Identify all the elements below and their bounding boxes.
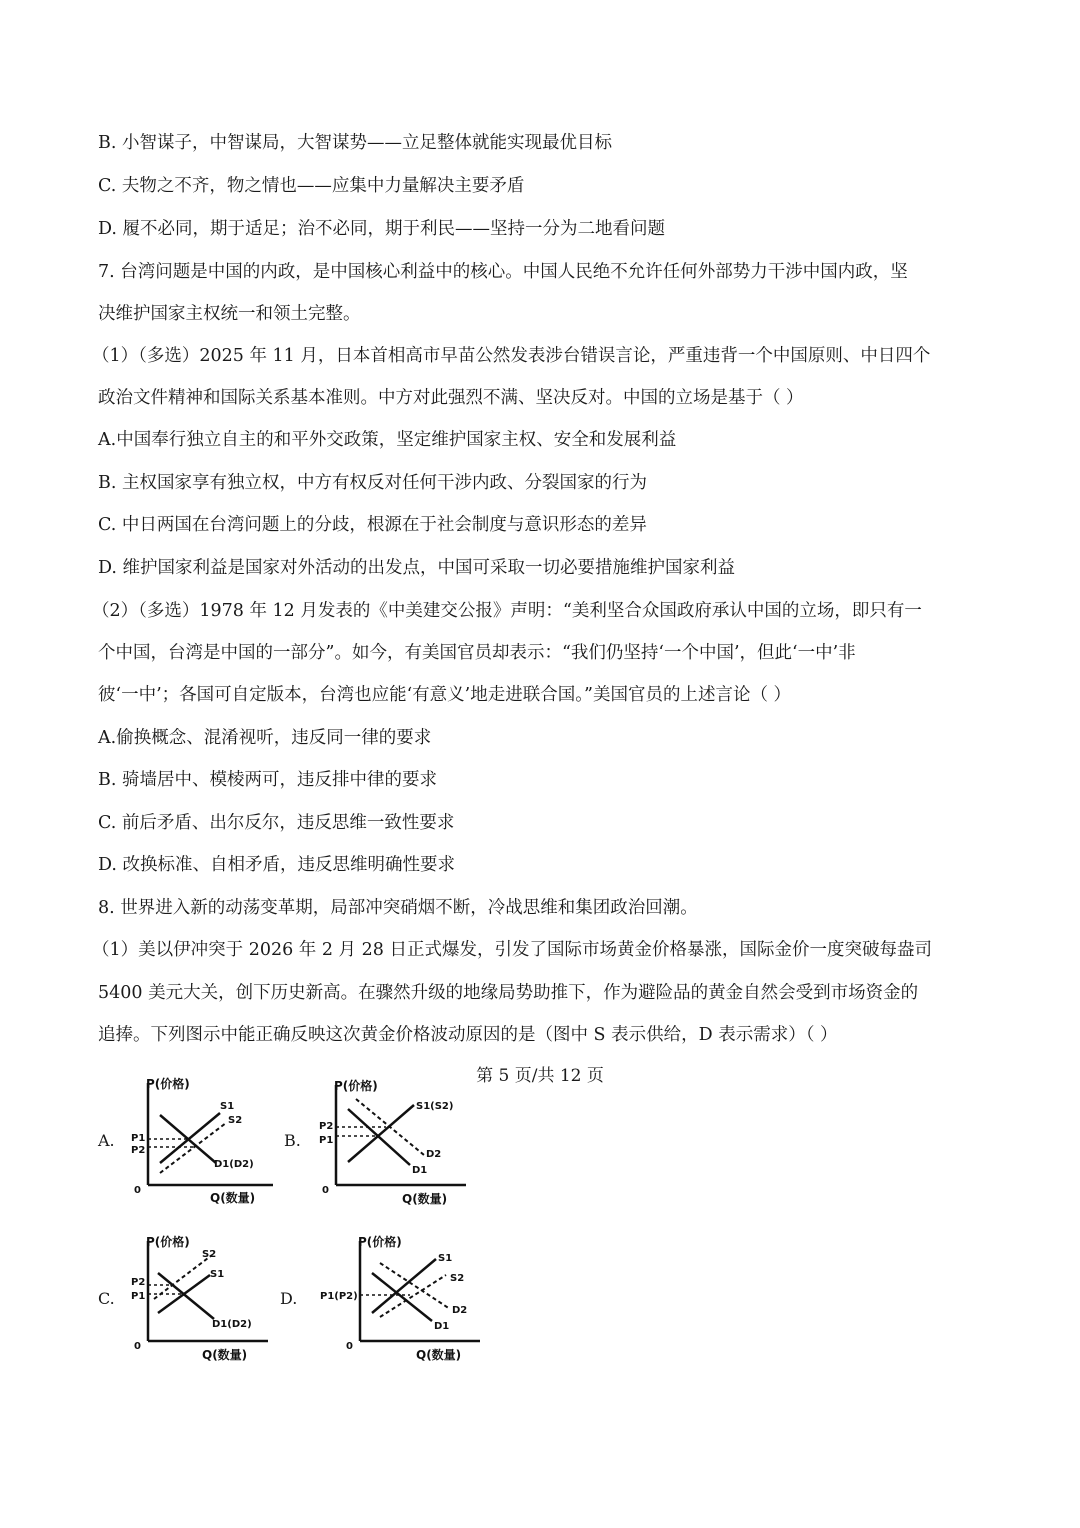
- graph-b-origin: 0: [322, 1185, 329, 1196]
- graph-a-d: D1(D2): [214, 1159, 254, 1170]
- graph-c-x-axis-label: Q(数量): [202, 1348, 248, 1362]
- q8-stem: 8. 世界进入新的动荡变革期，局部冲突硝烟不断，冷战思维和集团政治回潮。: [98, 898, 698, 918]
- graph-d-svg: [320, 1233, 485, 1363]
- graph-c-origin: 0: [134, 1341, 141, 1352]
- q7-part1-option-c: C. 中日两国在台湾问题上的分歧，根源在于社会制度与意识形态的差异: [98, 515, 647, 535]
- graph-d-s1: S1: [438, 1253, 453, 1264]
- graph-a-p2: P2: [131, 1145, 146, 1156]
- graph-a-label: A.: [98, 1131, 115, 1150]
- q7-stem-line1: 7. 台湾问题是中国的内政，是中国核心利益中的核心。中国人民绝不允许任何外部势力干涉中国内政，坚: [98, 262, 908, 282]
- graph-b: [316, 1077, 476, 1211]
- graph-b-s: S1(S2): [416, 1101, 454, 1112]
- graph-c-svg: [128, 1233, 278, 1363]
- graph-d-d1: D1: [434, 1321, 450, 1332]
- graph-a: [128, 1075, 278, 1209]
- graph-a-origin: 0: [134, 1185, 141, 1196]
- q7-part1-option-d: D. 维护国家利益是国家对外活动的出发点，中国可采取一切必要措施维护国家利益: [98, 558, 736, 578]
- q7-part2-line3: 彼‘一中’；各国可自定版本，台湾也应能‘有意义’地走进联合国。”美国官员的上述言论（ ）: [98, 685, 792, 705]
- graph-b-label: B.: [284, 1131, 301, 1150]
- graph-b-svg: [316, 1077, 476, 1207]
- graph-b-d1: D1: [412, 1165, 428, 1176]
- q6-option-c: C. 夫物之不齐，物之情也——应集中力量解决主要矛盾: [98, 176, 525, 196]
- graph-d-x-axis-label: Q(数量): [416, 1348, 462, 1362]
- q8-part1-line3: 追捧。下列图示中能正确反映这次黄金价格波动原因的是（图中 S 表示供给，D 表示需求）（ ）: [98, 1025, 838, 1045]
- graph-b-p2: P2: [319, 1121, 334, 1132]
- graph-c-s1: S1: [210, 1269, 225, 1280]
- graph-b-supply-line: [348, 1105, 414, 1162]
- q7-stem-line2: 决维护国家主权统一和领土完整。: [98, 304, 361, 324]
- q8-part1-line1: （1）美以伊冲突于 2026 年 2 月 28 日正式爆发，引发了国际市场黄金价格暴涨，国际金价一度突破每盎司: [92, 940, 932, 960]
- graph-d: [320, 1233, 485, 1367]
- graph-d-label: D.: [280, 1289, 298, 1308]
- graph-c-s2: S2: [202, 1249, 217, 1260]
- graph-d-d2: D2: [452, 1305, 468, 1316]
- q7-part2-option-b: B. 骑墙居中、模棱两可，违反排中律的要求: [98, 770, 437, 790]
- graph-a-y-axis-label: P(价格): [146, 1077, 190, 1091]
- graph-b-p1: P1: [319, 1135, 334, 1146]
- q7-part2-option-a: A.偷换概念、混淆视听，违反同一律的要求: [98, 728, 432, 748]
- graph-b-y-axis-label: P(价格): [334, 1079, 378, 1093]
- q7-part1-line1: （1）（多选）2025 年 11 月，日本首相高市早苗公然发表涉台错误言论，严重违背一个中国原则、中日四个: [92, 346, 931, 366]
- graph-c-d: D1(D2): [212, 1319, 252, 1330]
- graph-a-x-axis-label: Q(数量): [210, 1191, 256, 1205]
- q7-part1-option-a: A.中国奉行独立自主的和平外交政策，坚定维护国家主权、安全和发展利益: [98, 430, 677, 450]
- graph-a-supply-s1: [160, 1113, 220, 1163]
- graph-d-demand-d2: [380, 1263, 450, 1309]
- q7-part2-option-c: C. 前后矛盾、出尔反尔，违反思维一致性要求: [98, 813, 455, 833]
- graph-d-price: P1(P2): [320, 1291, 358, 1302]
- q7-part2-option-d: D. 改换标准、自相矛盾，违反思维明确性要求: [98, 855, 456, 875]
- q7-part2-line1: （2）（多选）1978 年 12 月发表的《中美建交公报》声明：“美利坚合众国政府承认中国的立场，即只有一: [92, 601, 922, 621]
- graph-c-label: C.: [98, 1289, 115, 1308]
- graph-a-p1: P1: [131, 1133, 146, 1144]
- q7-part1-line2: 政治文件精神和国际关系基本准则。中方对此强烈不满、坚决反对。中国的立场是基于（ ）: [98, 388, 804, 408]
- graph-c-demand-line: [158, 1273, 214, 1319]
- graph-c-p1: P1: [131, 1291, 146, 1302]
- graph-a-s1: S1: [220, 1101, 235, 1112]
- graph-b-x-axis-label: Q(数量): [402, 1192, 448, 1206]
- graph-d-supply-s2: [380, 1275, 446, 1317]
- q7-part1-option-b: B. 主权国家享有独立权，中方有权反对任何干涉内政、分裂国家的行为: [98, 473, 647, 493]
- graph-d-demand-d1: [372, 1273, 432, 1321]
- graph-c: [128, 1233, 278, 1367]
- graph-b-d2: D2: [426, 1149, 442, 1160]
- q6-option-b: B. 小智谋子，中智谋局，大智谋势——立足整体就能实现最优目标: [98, 133, 612, 153]
- graph-c-p2: P2: [131, 1277, 146, 1288]
- graph-d-y-axis-label: P(价格): [358, 1235, 402, 1249]
- q8-part1-line2: 5400 美元大关，创下历史新高。在骤然升级的地缘局势助推下，作为避险品的黄金自然会受到市场资金的: [98, 983, 919, 1003]
- q7-part2-line2: 个中国，台湾是中国的一部分”。如今，有美国官员却表示：“我们仍坚持‘一个中国’，但此‘一中’非: [98, 643, 856, 663]
- graph-d-supply-s1: [372, 1259, 436, 1313]
- q6-option-d: D. 履不必同，期于适足；治不必同，期于利民——坚持一分为二地看问题: [98, 219, 666, 239]
- graph-d-s2: S2: [450, 1273, 465, 1284]
- graph-c-y-axis-label: P(价格): [146, 1235, 190, 1249]
- graph-a-svg: [128, 1075, 278, 1205]
- graph-d-origin: 0: [346, 1341, 353, 1352]
- graph-a-s2: S2: [228, 1115, 243, 1126]
- page-footer: 第 5 页/共 12 页: [476, 1066, 604, 1086]
